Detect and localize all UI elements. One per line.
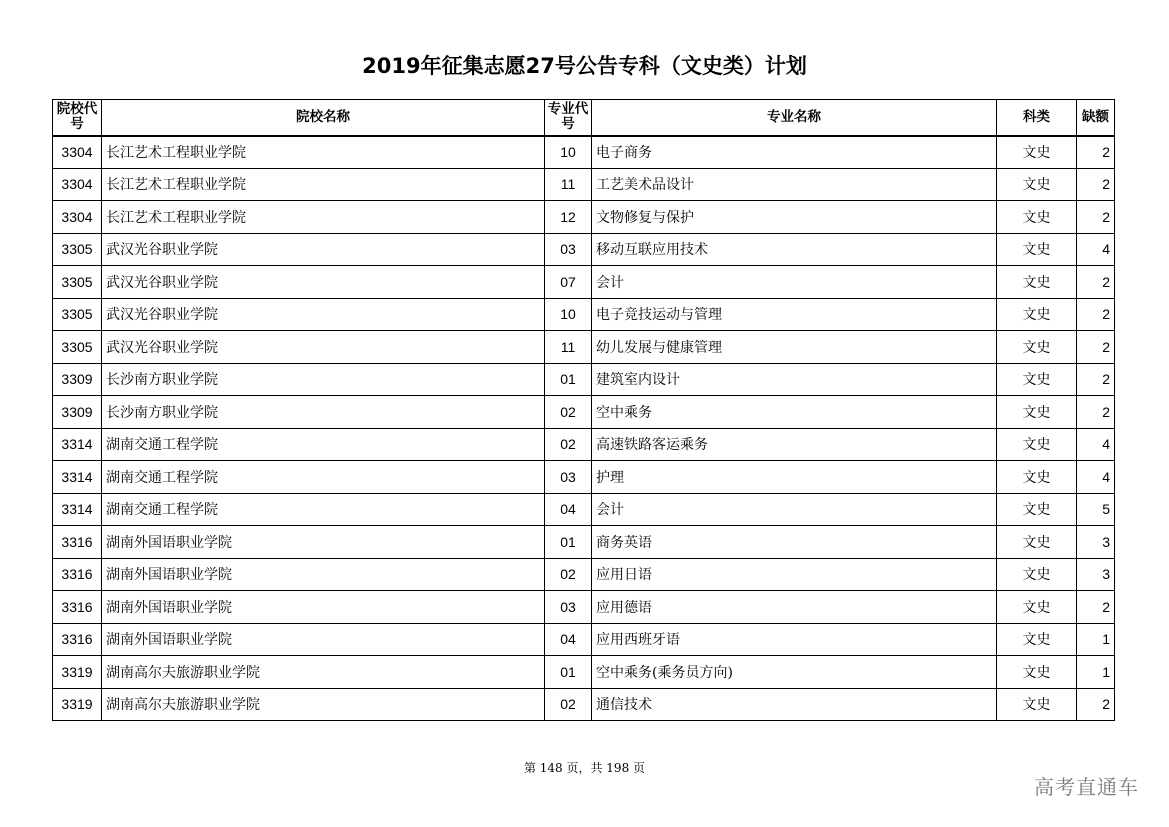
cell-vacancies: 3 xyxy=(1077,558,1115,591)
cell-school-name: 湖南外国语职业学院 xyxy=(102,591,545,624)
cell-major-code: 03 xyxy=(545,233,592,266)
cell-school-name: 湖南外国语职业学院 xyxy=(102,623,545,656)
cell-major-name: 电子竞技运动与管理 xyxy=(592,298,997,331)
table-body xyxy=(53,136,1115,721)
table-row xyxy=(53,688,1115,721)
cell-school-code: 3304 xyxy=(53,168,102,201)
cell-major-name: 移动互联应用技术 xyxy=(592,233,997,266)
cell-school-code: 3316 xyxy=(53,558,102,591)
cell-major-name: 护理 xyxy=(592,461,997,494)
cell-vacancies: 4 xyxy=(1077,461,1115,494)
cell-category: 文史 xyxy=(997,656,1077,689)
cell-major-name: 建筑室内设计 xyxy=(592,363,997,396)
cell-vacancies: 4 xyxy=(1077,233,1115,266)
cell-category: 文史 xyxy=(997,298,1077,331)
cell-school-name: 武汉光谷职业学院 xyxy=(102,298,545,331)
cell-major-name: 会计 xyxy=(592,493,997,526)
cell-school-code: 3304 xyxy=(53,201,102,234)
cell-major-name: 高速铁路客运乘务 xyxy=(592,428,997,461)
cell-vacancies: 5 xyxy=(1077,493,1115,526)
cell-major-name: 空中乘务 xyxy=(592,396,997,429)
header-category: 科类 xyxy=(997,100,1077,136)
cell-category: 文史 xyxy=(997,493,1077,526)
cell-school-name: 长江艺术工程职业学院 xyxy=(102,168,545,201)
cell-major-name: 空中乘务(乘务员方向) xyxy=(592,656,997,689)
cell-category: 文史 xyxy=(997,558,1077,591)
header-major-code: 专业代号 xyxy=(545,100,592,136)
cell-school-code: 3314 xyxy=(53,493,102,526)
cell-major-code: 02 xyxy=(545,428,592,461)
header-major-name: 专业名称 xyxy=(592,100,997,136)
table-row xyxy=(53,461,1115,494)
cell-major-code: 07 xyxy=(545,266,592,299)
cell-school-code: 3305 xyxy=(53,298,102,331)
cell-vacancies: 4 xyxy=(1077,428,1115,461)
cell-vacancies: 1 xyxy=(1077,656,1115,689)
cell-major-name: 幼儿发展与健康管理 xyxy=(592,331,997,364)
cell-major-name: 应用日语 xyxy=(592,558,997,591)
cell-school-code: 3316 xyxy=(53,623,102,656)
table-row xyxy=(53,623,1115,656)
cell-school-name: 武汉光谷职业学院 xyxy=(102,233,545,266)
cell-vacancies: 2 xyxy=(1077,396,1115,429)
cell-major-code: 03 xyxy=(545,461,592,494)
cell-vacancies: 2 xyxy=(1077,266,1115,299)
cell-category: 文史 xyxy=(997,363,1077,396)
cell-category: 文史 xyxy=(997,428,1077,461)
cell-vacancies: 2 xyxy=(1077,688,1115,721)
cell-school-name: 长江艺术工程职业学院 xyxy=(102,201,545,234)
cell-major-name: 商务英语 xyxy=(592,526,997,559)
cell-category: 文史 xyxy=(997,461,1077,494)
table-row xyxy=(53,396,1115,429)
header-school-code: 院校代号 xyxy=(53,100,102,136)
cell-school-name: 武汉光谷职业学院 xyxy=(102,331,545,364)
cell-major-name: 工艺美术品设计 xyxy=(592,168,997,201)
cell-category: 文史 xyxy=(997,526,1077,559)
cell-category: 文史 xyxy=(997,201,1077,234)
cell-school-name: 长沙南方职业学院 xyxy=(102,363,545,396)
cell-category: 文史 xyxy=(997,396,1077,429)
table-row xyxy=(53,201,1115,234)
cell-school-name: 湖南高尔夫旅游职业学院 xyxy=(102,656,545,689)
cell-vacancies: 2 xyxy=(1077,136,1115,169)
table-row xyxy=(53,591,1115,624)
table-row xyxy=(53,298,1115,331)
table-header xyxy=(53,100,1115,136)
cell-vacancies: 3 xyxy=(1077,526,1115,559)
cell-school-name: 湖南交通工程学院 xyxy=(102,461,545,494)
cell-school-name: 湖南外国语职业学院 xyxy=(102,526,545,559)
cell-school-code: 3309 xyxy=(53,396,102,429)
table-row xyxy=(53,558,1115,591)
cell-major-code: 10 xyxy=(545,298,592,331)
enrollment-plan-table xyxy=(52,99,1115,721)
cell-vacancies: 2 xyxy=(1077,298,1115,331)
cell-category: 文史 xyxy=(997,688,1077,721)
cell-category: 文史 xyxy=(997,331,1077,364)
cell-major-name: 电子商务 xyxy=(592,136,997,169)
cell-major-name: 文物修复与保护 xyxy=(592,201,997,234)
cell-vacancies: 2 xyxy=(1077,201,1115,234)
table-row xyxy=(53,233,1115,266)
table-row xyxy=(53,428,1115,461)
cell-major-code: 01 xyxy=(545,363,592,396)
table-row xyxy=(53,526,1115,559)
document-title: 2019年征集志愿27号公告专科（文史类）计划 xyxy=(362,54,807,78)
cell-major-code: 11 xyxy=(545,168,592,201)
cell-school-code: 3319 xyxy=(53,688,102,721)
cell-major-code: 01 xyxy=(545,526,592,559)
cell-school-code: 3316 xyxy=(53,591,102,624)
table-row xyxy=(53,363,1115,396)
cell-major-code: 04 xyxy=(545,623,592,656)
cell-school-code: 3314 xyxy=(53,461,102,494)
cell-major-code: 02 xyxy=(545,688,592,721)
table-row xyxy=(53,331,1115,364)
cell-school-code: 3304 xyxy=(53,136,102,169)
cell-school-code: 3316 xyxy=(53,526,102,559)
cell-school-code: 3305 xyxy=(53,331,102,364)
cell-school-name: 湖南外国语职业学院 xyxy=(102,558,545,591)
cell-school-name: 武汉光谷职业学院 xyxy=(102,266,545,299)
header-vacancies: 缺额 xyxy=(1077,100,1115,136)
cell-major-code: 03 xyxy=(545,591,592,624)
table-row xyxy=(53,266,1115,299)
cell-vacancies: 2 xyxy=(1077,168,1115,201)
cell-school-name: 湖南交通工程学院 xyxy=(102,428,545,461)
cell-major-code: 04 xyxy=(545,493,592,526)
cell-category: 文史 xyxy=(997,233,1077,266)
cell-school-code: 3305 xyxy=(53,266,102,299)
cell-major-name: 应用德语 xyxy=(592,591,997,624)
cell-school-name: 长沙南方职业学院 xyxy=(102,396,545,429)
table-row xyxy=(53,493,1115,526)
table-row xyxy=(53,136,1115,169)
cell-category: 文史 xyxy=(997,623,1077,656)
cell-school-code: 3314 xyxy=(53,428,102,461)
cell-category: 文史 xyxy=(997,168,1077,201)
header-row xyxy=(53,100,1115,136)
watermark-text: 高考直通车 xyxy=(1034,775,1139,799)
cell-major-name: 通信技术 xyxy=(592,688,997,721)
cell-school-code: 3305 xyxy=(53,233,102,266)
cell-major-code: 02 xyxy=(545,558,592,591)
cell-major-code: 11 xyxy=(545,331,592,364)
cell-school-name: 湖南交通工程学院 xyxy=(102,493,545,526)
cell-vacancies: 2 xyxy=(1077,591,1115,624)
page-number: 第 148 页，共 198 页 xyxy=(523,761,646,775)
cell-major-code: 10 xyxy=(545,136,592,169)
cell-category: 文史 xyxy=(997,136,1077,169)
cell-category: 文史 xyxy=(997,591,1077,624)
cell-school-name: 湖南高尔夫旅游职业学院 xyxy=(102,688,545,721)
cell-category: 文史 xyxy=(997,266,1077,299)
cell-school-code: 3309 xyxy=(53,363,102,396)
cell-major-code: 01 xyxy=(545,656,592,689)
cell-major-code: 12 xyxy=(545,201,592,234)
cell-vacancies: 2 xyxy=(1077,363,1115,396)
header-school-name: 院校名称 xyxy=(102,100,545,136)
cell-vacancies: 1 xyxy=(1077,623,1115,656)
cell-major-name: 应用西班牙语 xyxy=(592,623,997,656)
table-row xyxy=(53,656,1115,689)
cell-school-code: 3319 xyxy=(53,656,102,689)
cell-school-name: 长江艺术工程职业学院 xyxy=(102,136,545,169)
cell-vacancies: 2 xyxy=(1077,331,1115,364)
cell-major-code: 02 xyxy=(545,396,592,429)
cell-major-name: 会计 xyxy=(592,266,997,299)
table-row xyxy=(53,168,1115,201)
